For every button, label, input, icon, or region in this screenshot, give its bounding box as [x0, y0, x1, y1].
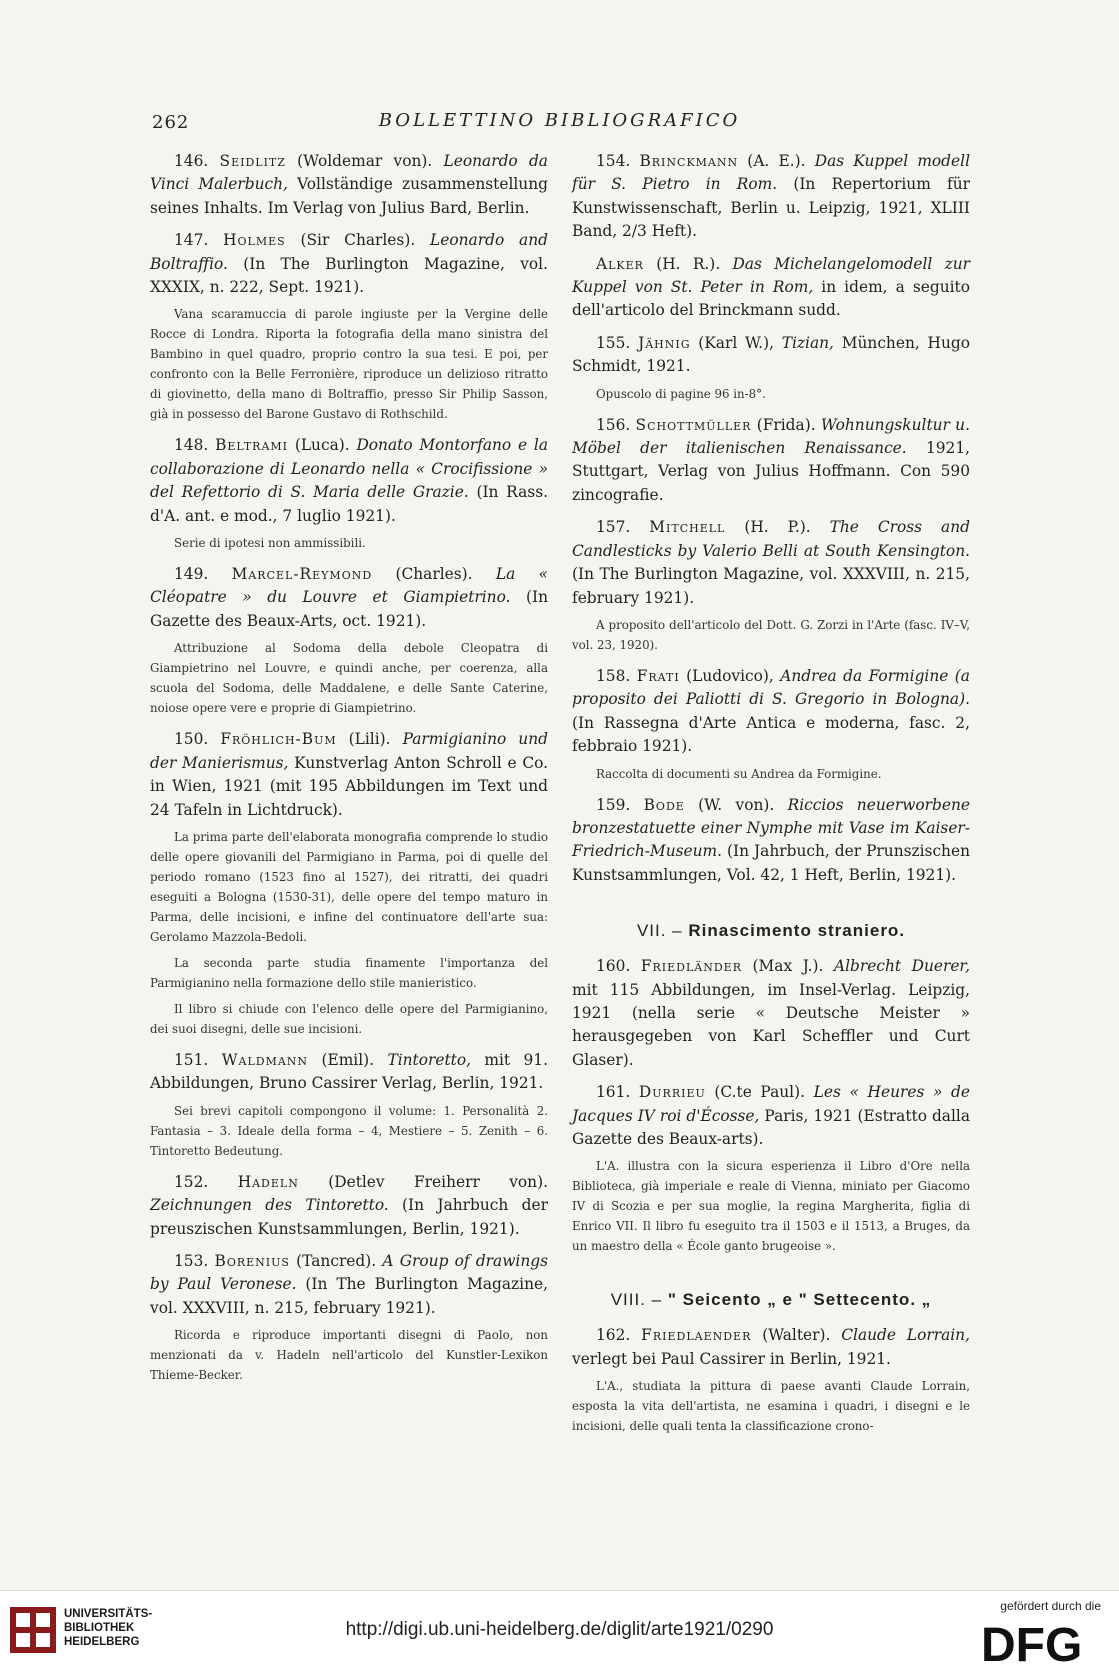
- entry-title: The Cross and Candlesticks by Valerio Belli at South Kensington.: [572, 518, 970, 560]
- entry-annotation: Ricorda e riproduce importanti disegni di Paolo, non menzionati da v. Hadeln nell'articolo del Kunstler-Lexikon Thieme-Becker.: [150, 1328, 548, 1383]
- entry-title: Tizian,: [781, 333, 834, 352]
- entry-author-detail: (Ludovico),: [679, 666, 781, 685]
- right-column: [572, 150, 970, 1446]
- entry-author: Seidlitz: [219, 152, 286, 170]
- running-title: BOLLETTINO BIBLIOGRAFICO: [378, 110, 741, 131]
- bibliography-entry: [572, 414, 970, 508]
- entry-title: Donato Montorfano e la collaborazione di Leonardo nella « Crocifissione » del Refettorio di S. Maria delle Grazie.: [150, 436, 548, 502]
- entry-number: 161.: [596, 1083, 631, 1102]
- entry-author: Alker: [596, 254, 644, 273]
- entry-author-detail: (Detlev Freiherr von).: [298, 1172, 548, 1191]
- viewer-footer: [0, 1590, 1119, 1674]
- entry-author-detail: (Woldemar von).: [285, 152, 444, 170]
- section-heading: VII. – Rinascimento straniero.: [636, 921, 906, 941]
- bibliography-entry: [572, 253, 970, 323]
- entry-author-detail: (Emil).: [308, 1050, 388, 1069]
- bibliography-entry: [150, 1250, 548, 1320]
- entry-author: Borenius: [214, 1251, 290, 1270]
- entry-author-detail: (Karl W.),: [690, 333, 782, 352]
- entry-author: Jähnig: [638, 333, 691, 352]
- entry-author-detail: (Frida).: [751, 415, 821, 434]
- entry-number: 153.: [174, 1251, 209, 1270]
- entry-title: Les « Heures » de Jacques IV roi d'Écosse,: [572, 1083, 970, 1125]
- entry-author: Hadeln: [237, 1172, 299, 1191]
- entry-annotation: Opuscolo di pagine 96 in-8°.: [596, 386, 766, 401]
- entry-number: 150.: [174, 730, 209, 749]
- entry-annotation: Raccolta di documenti su Andrea da Formigine.: [596, 766, 882, 781]
- permalink-url[interactable]: http://digi.ub.uni-heidelberg.de/diglit/arte1921/0290: [345, 1619, 774, 1640]
- entry-number: 149.: [174, 565, 209, 584]
- entry-number: 156.: [596, 415, 631, 434]
- entry-author-detail: (Luca).: [288, 436, 357, 455]
- bibliography-entry: [572, 1081, 970, 1151]
- entry-author: Waldmann: [221, 1050, 309, 1069]
- entry-publication: mit 91. Abbildungen, Bruno Cassirer Verlag, Berlin, 1921.: [150, 1050, 548, 1093]
- bibliography-entry: [150, 229, 548, 299]
- entry-annotation: La prima parte dell'elaborata monografia comprende lo studio delle opere giovanili del Parmigiano in Parma, poi di quelle del periodo romano (1523 fino al 1527), dei ritratti, dei quadri eseguiti a Bologna (1530-31), delle opere del tempo maturo in Parma, delle incisioni, e infine del continuatore dell'arte sua: Gerolamo Mazzola-Bedoli.: [150, 829, 548, 944]
- bibliography-entry: [572, 516, 970, 610]
- entry-publication: (In The Burlington Magazine, vol. XXXIX, n. 222, Sept. 1921).: [150, 254, 548, 297]
- entry-author-detail: (H. R.).: [643, 254, 733, 273]
- entry-author-detail: (Charles).: [372, 565, 496, 584]
- entry-annotation: L'A., studiata la pittura di paese avanti Claude Lorrain, esposta la vita dell'artista, ne esamina i quadri, i disegni e le incisioni, delle quali tenta la classificazione crono-: [572, 1379, 970, 1434]
- entry-author: Frati: [636, 666, 680, 685]
- entry-author: Friedlaender: [641, 1326, 752, 1345]
- entry-author: Marcel-Reymond: [231, 565, 373, 584]
- entry-author-detail: (Tancred).: [289, 1251, 383, 1270]
- entry-number: 147.: [174, 231, 209, 250]
- entry-publication: (In The Burlington Magazine, vol. XXXVIII, n. 215, february 1921).: [150, 1275, 548, 1317]
- entry-publication: Kunstverlag Anton Schroll e Co. in Wien, 1921 (mit 195 Abbildungen im Text und 24 Tafeln in Lichtdruck).: [150, 753, 549, 819]
- entry-author: Brinckmann: [639, 152, 739, 170]
- entry-number: 152.: [174, 1172, 209, 1191]
- dfg-logo-icon: [981, 1617, 1101, 1667]
- entry-title: Leonardo and Boltraffio.: [150, 231, 548, 273]
- entry-title: A Group of drawings by Paul Veronese.: [150, 1251, 548, 1294]
- entry-publication: (In The Burlington Magazine, vol. XXXVIII, n. 215, february 1921).: [572, 565, 970, 607]
- entry-publication: Vollständige zusammenstellung seines Inhalts. Im Verlag von Julius Bard, Berlin.: [150, 175, 548, 217]
- bibliography-entry: [150, 1049, 548, 1096]
- entry-author-detail: (A. E.).: [738, 152, 815, 170]
- page-number: 262: [152, 112, 190, 133]
- entry-publication: (In Jahrbuch der preuszischen Kunstsammlungen, Berlin, 1921).: [150, 1196, 548, 1238]
- entry-author: Schottmüller: [635, 415, 752, 434]
- left-column: [150, 150, 548, 1395]
- entry-author-detail: (Sir Charles).: [285, 231, 431, 250]
- entry-title: Parmigianino und der Manierismus,: [150, 730, 548, 772]
- bibliography-entry: [572, 955, 970, 1072]
- entry-annotation: A proposito dell'articolo del Dott. G. Zorzi in l'Arte (fasc. IV–V, vol. 23, 1920).: [572, 617, 970, 652]
- entry-title: La « Cléopatre » du Louvre et Giampietrino.: [150, 565, 548, 607]
- entry-publication: (In Rass. d'A. ant. e mod., 7 luglio 1921).: [150, 483, 548, 525]
- entry-title: Das Kuppel modell für S. Pietro in Rom.: [572, 152, 970, 194]
- entry-annotation: Attribuzione al Sodoma della debole Cleopatra di Giampietrino nel Louvre, e quindi anche, per coerenza, alla scuola del Sodoma, delle Maddalene, e delle Sante Caterine, noiose opere vere e proprie di Giampietrino.: [150, 641, 548, 716]
- section-heading: VIII. – " Seicento „ e " Settecento. „: [610, 1290, 932, 1310]
- entry-author-detail: (Lili).: [336, 730, 403, 749]
- library-name: UNIVERSITÄTS- BIBLIOTHEK HEIDELBERG: [64, 1608, 153, 1648]
- bibliography-entry: [150, 1171, 548, 1241]
- entry-publication: München, Hugo Schmidt, 1921.: [572, 333, 970, 376]
- entry-author: Durrieu: [638, 1083, 706, 1102]
- bibliography-entry: [572, 150, 970, 244]
- entry-publication: (In Gazette des Beaux-Arts, oct. 1921).: [150, 588, 548, 630]
- entry-title: Tintoretto,: [387, 1050, 471, 1069]
- entry-number: 158.: [596, 666, 631, 685]
- entry-title: Wohnungskultur u. Möbel der italienischen Renaissance.: [572, 415, 970, 458]
- entry-number: 162.: [596, 1326, 631, 1345]
- entry-title: Claude Lorrain,: [841, 1326, 970, 1345]
- entry-title: Das Michelangelomodell zur Kuppel von St. Peter in Rom,: [572, 254, 970, 297]
- svg-text:DFG: DFG: [981, 1619, 1083, 1667]
- entry-annotation: Serie di ipotesi non ammissibili.: [174, 536, 366, 551]
- entry-number: 155.: [596, 333, 631, 352]
- bibliography-entry: [572, 794, 970, 888]
- entry-title: Albrecht Duerer,: [834, 957, 970, 976]
- entry-title: Riccios neuerworbene bronzestatuette einer Nymphe mit Vase im Kaiser-Friedrich-Museum.: [572, 795, 970, 861]
- entry-author: Holmes: [223, 231, 286, 250]
- entry-annotation: Sei brevi capitoli compongono il volume: 1. Personalità 2. Fantasia – 3. Ideale della forma – 4, Mestiere – 5. Zenith – 6. Tintoretto Bedeutung.: [150, 1103, 548, 1158]
- entry-number: 154.: [596, 152, 631, 170]
- entry-annotation: L'A. illustra con la sicura esperienza il Libro d'Ore nella Biblioteca, già imperiale e reale di Vienna, miniato per Giacomo IV di Scozia e per sua moglie, la regina Margherita, figlia di Enrico VII. Il libro fu eseguito tra il 1503 e il 1513, a Bruges, da un maestro della « École ganto brugeoise ».: [572, 1159, 970, 1254]
- entry-publication: Paris, 1921 (Estratto dalla Gazette des Beaux-arts).: [572, 1106, 970, 1148]
- entry-author-detail: (W. von).: [684, 795, 788, 814]
- entry-publication: (In Repertorium für Kunstwissenschaft, Berlin u. Leipzig, 1921, XLIII Band, 2/3 Heft).: [572, 175, 971, 241]
- entry-annotation: Vana scaramuccia di parole ingiuste per la Vergine delle Rocce di Londra. Riporta la fotografia della mano sinistra del Bambino in quel quadro, proprio contro la sua tesi. E poi, per confronto con la Belle Ferronière, riproduce un delizioso ritratto di giovinetto, della mano di Boltraffio, presso Sir Philip Sasson, già in possesso del Barone Gustavo di Rothschild.: [150, 307, 548, 422]
- bibliography-entry: [572, 1324, 970, 1371]
- entry-author: Bode: [643, 795, 685, 814]
- entry-publication: 1921, Stuttgart, Verlag von Julius Hoffmann. Con 590 zincografie.: [572, 439, 971, 504]
- entry-author-detail: (H. P.).: [725, 518, 830, 537]
- bibliography-entry: [150, 150, 548, 220]
- entry-author: Mitchell: [649, 518, 726, 537]
- entry-annotation: La seconda parte studia finamente l'importanza del Parmigianino nella formazione dello stile manieristico.: [150, 955, 548, 990]
- bibliography-entry: [150, 728, 548, 822]
- funding-label: gefördert durch die: [1000, 1599, 1101, 1613]
- entry-number: 159.: [596, 795, 631, 814]
- entry-author-detail: (Walter).: [751, 1326, 842, 1345]
- entry-publication: (In Jahrbuch, der Prunszischen Kunstsammlungen, Vol. 42, 1 Heft, Berlin, 1921).: [572, 842, 970, 884]
- entry-title: Zeichnungen des Tintoretto.: [150, 1196, 389, 1215]
- entry-publication: in idem, a seguito dell'articolo del Brinckmann sudd.: [572, 278, 970, 320]
- entry-publication: mit 115 Abbildungen, im Insel-Verlag. Leipzig, 1921 (nella serie « Deutsche Meister » herausgegeben von Karl Scheffler und Curt Glaser).: [572, 980, 970, 1069]
- entry-author-detail: (C.te Paul).: [705, 1083, 814, 1102]
- entry-number: 146.: [174, 152, 209, 170]
- entry-author: Beltrami: [215, 436, 289, 455]
- bibliography-entry: [150, 563, 548, 633]
- entry-author-detail: (Max J.).: [742, 957, 834, 976]
- entry-title: Leonardo da Vinci Malerbuch,: [150, 152, 548, 194]
- bibliography-entry: [572, 665, 970, 759]
- entry-number: 151.: [174, 1050, 209, 1069]
- entry-author: Friedländer: [640, 957, 742, 976]
- entry-author: Fröhlich-Bum: [220, 730, 337, 749]
- entry-number: 160.: [596, 957, 631, 976]
- bibliography-entry: [150, 434, 548, 528]
- bibliography-entry: [572, 332, 970, 379]
- entry-annotation: Il libro si chiude con l'elenco delle opere del Parmigianino, dei suoi disegni, delle sue incisioni.: [150, 1001, 548, 1036]
- entry-publication: (In Rassegna d'Arte Antica e moderna, fasc. 2, febbraio 1921).: [572, 713, 970, 756]
- entry-number: 157.: [596, 518, 631, 537]
- entry-number: 148.: [174, 436, 209, 455]
- entry-title: Andrea da Formigine (a proposito dei Paliotti di S. Gregorio in Bologna).: [572, 666, 970, 709]
- entry-publication: verlegt bei Paul Cassirer in Berlin, 1921.: [572, 1349, 891, 1368]
